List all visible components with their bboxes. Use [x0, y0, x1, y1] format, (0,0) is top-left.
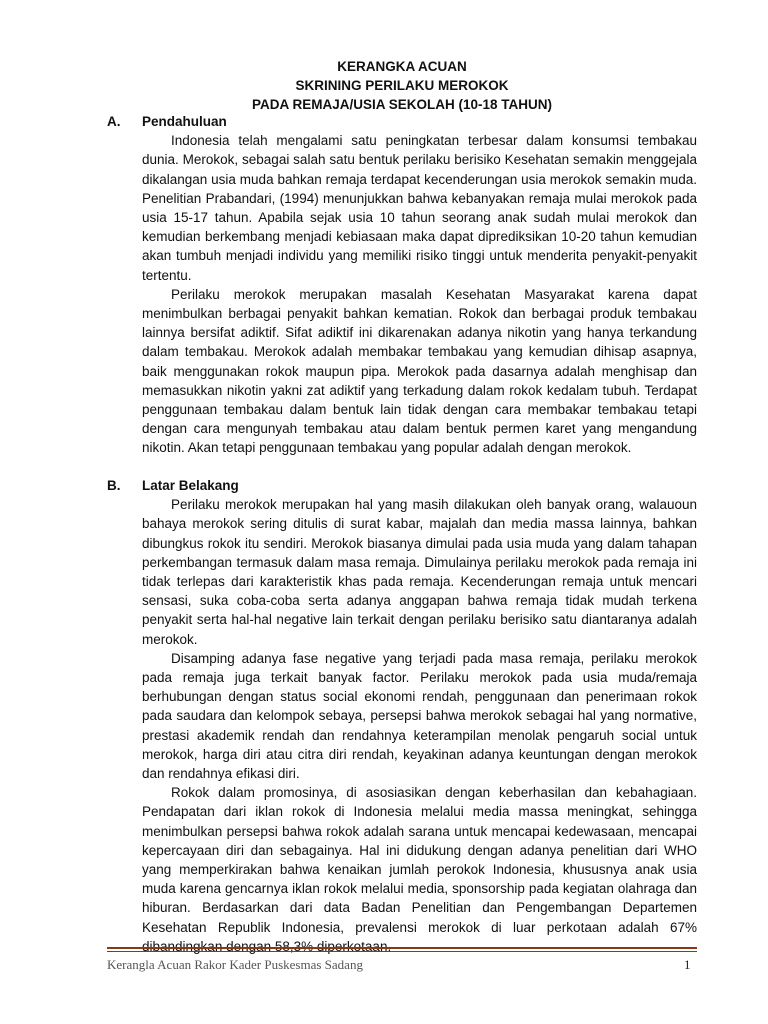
paragraph: Perilaku merokok merupakan masalah Kesehatan Masyarakat karena dapat menimbulkan berbagai penyakit bahkan kematian. Rokok dan berbagai produk tembakau lainnya bersifat adiktif. Sifat adiktif ini dikarenakan adanya nikotin yang hanya terkandung dalam tembakau. Merokok adalah membakar tembakau yang kemudian dihisap asapnya, baik menggunakan rokok maupun pipa. Merokok pada dasarnya adalah menghisap dan memasukkan nikotin yakni zat adiktif yang terkadung dalam rokok kedalam tubuh. Terdapat penggunaan tembakau dalam bentuk lain tidak dengan cara membakar tembakau tetapi dengan cara mengunyah tembakau atau dalam bentuk permen karet yang mengandung nikotin. Akan tetapi penggunaan tembakau yang popular adalah dengan merokok.	[142, 286, 697, 456]
document-title	[107, 57, 697, 114]
paragraph: Indonesia telah mengalami satu peningkatan terbesar dalam konsumsi tembakau dunia. Merokok, sebagai salah satu bentuk perilaku berisiko Kesehatan semakin menggejala dikalangan usia muda bahkan remaja terdapat kecenderungan usia merokok semakin muda. Penelitian Prabandari, (1994) menunjukkan bahwa kebanyakan remaja mulai merokok pada usia 15-17 tahun. Apabila sejak usia 10 tahun seorang anak sudah mulai merokok dan kemudian berkembang menjadi kebiasaan maka dapat diprediksikan 10-20 tahun kemudian akan tumbuh menjadi individu yang memiliki risiko tinggi untuk menderita penyakit-penyakit tertentu.	[142, 133, 697, 283]
paragraph: Disamping adanya fase negative yang terjadi pada masa remaja, perilaku merokok pada remaja juga terkait banyak factor. Perilaku merokok pada usia muda/remaja berhubungan dengan status social ekonomi rendah, penggunaan dan penerimaan rokok pada saudara dan kelompok sebaya, persepsi bahwa merokok sebagai hal yang normative, prestasi akademik rendah dan rendahnya keterampilan menolak pengaruh social untuk merokok, harga diri atau citra diri rendah, keyakinan adanya keuntungan dengan merokok dan rendahnya efikasi diri.	[142, 650, 697, 782]
page-number: 1	[684, 957, 691, 972]
section-letter: B.	[107, 478, 121, 493]
section-letter: A.	[107, 114, 121, 129]
section-latar-belakang	[107, 476, 697, 956]
title-line-2: SKRINING PERILAKU MEROKOK	[295, 78, 509, 93]
section-heading	[107, 112, 697, 131]
title-line-3: PADA REMAJA/USIA SEKOLAH (10-18 TAHUN)	[251, 97, 553, 112]
section-title: Pendahuluan	[142, 114, 227, 129]
footer-divider-thick	[107, 947, 697, 949]
paragraph: Perilaku merokok merupakan hal yang masih dilakukan oleh banyak orang, walauoun bahaya merokok sering ditulis di surat kabar, majalah dan media massa lainnya, bahkan dibungkus rokok itu sendiri. Merokok biasanya dimulai pada usia muda yang dalam tahapan perkembangan termasuk dalam masa remaja. Dimulainya perilaku merokok pada remaja ini tidak terlepas dari karakteristik khas pada remaja. Kecenderungan remaja untuk mencari sensasi, suka coba-coba serta adanya anggapan bahwa remaja tidak mudah terkena penyakit serta hal-hal negative lain terkait dengan perilaku berisiko satu diantaranya adalah merokok.	[142, 497, 697, 647]
section-title: Latar Belakang	[142, 478, 239, 493]
footer-divider-thin	[107, 951, 697, 952]
title-line-1: KERANGKA ACUAN	[337, 59, 467, 74]
section-heading	[107, 476, 697, 495]
section-pendahuluan	[107, 112, 697, 458]
paragraph: Rokok dalam promosinya, di asosiasikan dengan keberhasilan dan kebahagiaan. Pendapatan dari iklan rokok di Indonesia melalui media massa meningkat, sehingga menimbulkan persepsi bahwa rokok adalah sarana untuk mencapai kedewasaan, mencapai kepercayaan diri dan sebagainya. Hal ini didukung dengan adanya penelitian dari WHO yang memperkirakan bahwa kenaikan jumlah perokok Indonesia, khususnya anak usia muda karena gencarnya iklan rokok melalui media, sponsorship pada kegiatan olahraga dan hiburan. Berdasarkan dari data Badan Penelitian dan Pengembangan Departemen Kesehatan Republik Indonesia, prevalensi merokok di luar perkotaan adalah 67% dibandingkan dengan 58,3% diperkotaan.	[142, 785, 697, 954]
footer-text: Kerangla Acuan Rakor Kader Puskesmas Sadang	[107, 957, 363, 972]
